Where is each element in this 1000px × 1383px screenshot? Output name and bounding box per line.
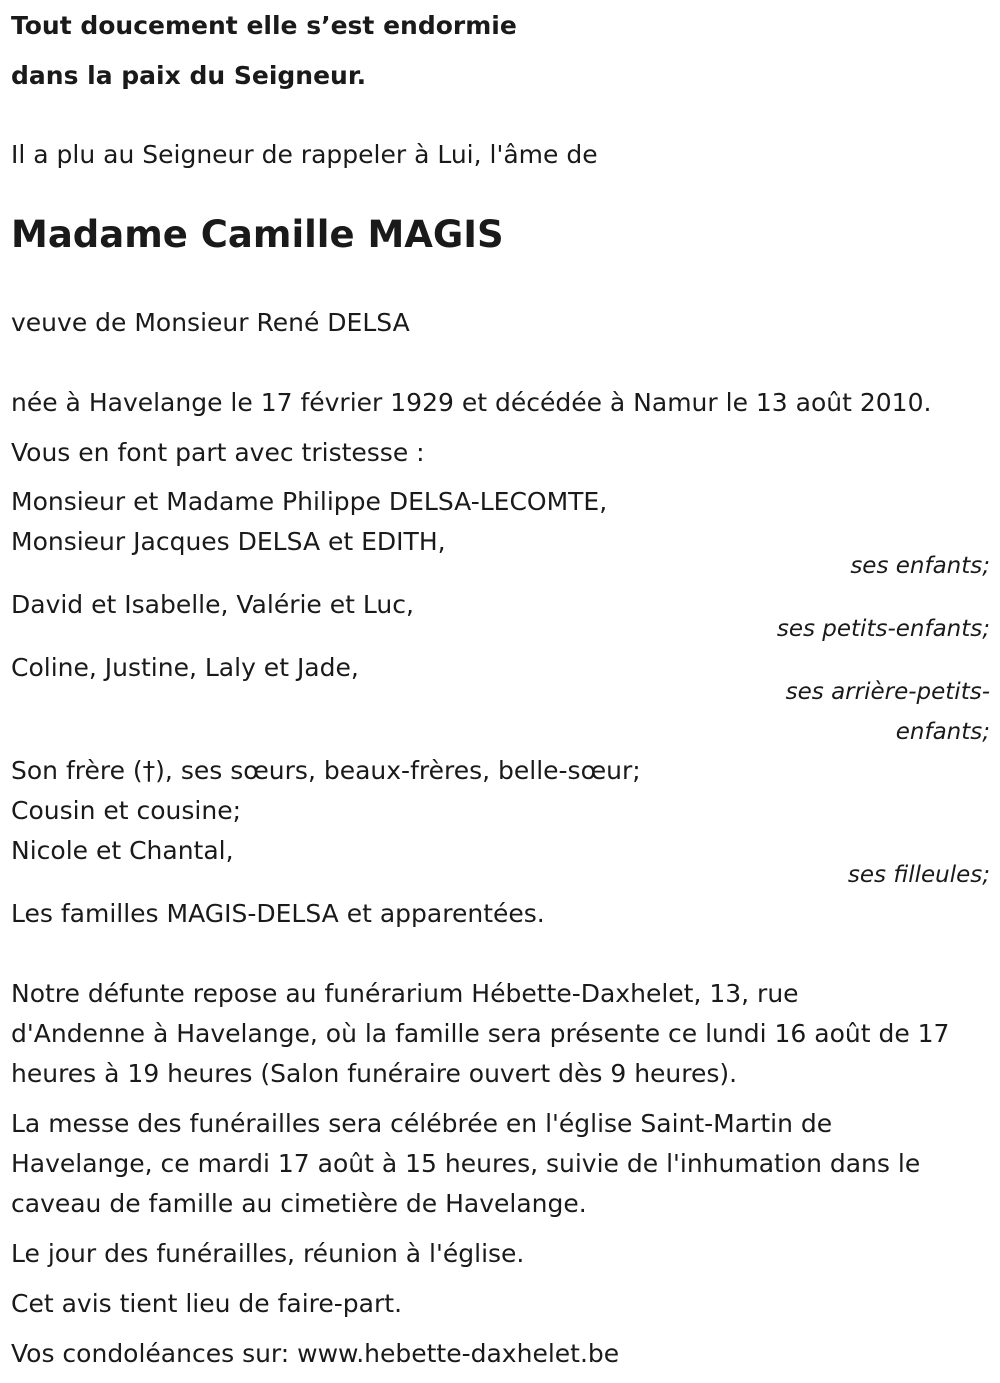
children-label: ses enfants; bbox=[850, 553, 990, 579]
meeting-text: Le jour des funérailles, réunion à l'église. bbox=[11, 1239, 525, 1268]
mass-line-3: caveau de famille au cimetière de Havelange. bbox=[11, 1189, 587, 1218]
repose-line-2: d'Andenne à Havelange, où la famille sera présente ce lundi 16 août de 17 bbox=[11, 1019, 950, 1048]
repose-line-3: heures à 19 heures (Salon funéraire ouvert dès 9 heures). bbox=[11, 1059, 738, 1088]
goddaughters-label: ses filleules; bbox=[847, 862, 990, 888]
grandchildren-text: David et Isabelle, Valérie et Luc, bbox=[11, 590, 414, 619]
siblings-text: Son frère (†), ses sœurs, beaux-frères, belle-sœur; bbox=[11, 756, 641, 785]
deceased-name: Madame Camille MAGIS bbox=[11, 213, 504, 256]
announcement-text: Il a plu au Seigneur de rappeler à Lui, l'âme de bbox=[11, 140, 598, 169]
repose-line-1: Notre défunte repose au funérarium Hébette-Daxhelet, 13, rue bbox=[11, 979, 799, 1008]
widow-of-text: veuve de Monsieur René DELSA bbox=[11, 308, 410, 337]
great-grandchildren-label-line-2: enfants; bbox=[895, 719, 990, 745]
goddaughters-text: Nicole et Chantal, bbox=[11, 836, 234, 865]
cousins-text: Cousin et cousine; bbox=[11, 796, 241, 825]
great-grandchildren-label-line-1: ses arrière-petits- bbox=[785, 679, 990, 705]
condolences-text: Vos condoléances sur: www.hebette-daxhelet.be bbox=[11, 1339, 620, 1368]
birth-death-text: née à Havelange le 17 février 1929 et décédée à Namur le 13 août 2010. bbox=[11, 388, 932, 417]
great-grandchildren-text: Coline, Justine, Laly et Jade, bbox=[11, 653, 359, 682]
mass-line-1: La messe des funérailles sera célébrée en l'église Saint-Martin de bbox=[11, 1109, 833, 1138]
children-line-2: Monsieur Jacques DELSA et EDITH, bbox=[11, 527, 446, 556]
intro-line-1: Tout doucement elle s’est endormie bbox=[11, 11, 517, 40]
families-text: Les familles MAGIS-DELSA et apparentées. bbox=[11, 899, 545, 928]
grandchildren-label: ses petits-enfants; bbox=[776, 616, 990, 642]
mass-line-2: Havelange, ce mardi 17 août à 15 heures, suivie de l'inhumation dans le bbox=[11, 1149, 921, 1178]
notice-text: Cet avis tient lieu de faire-part. bbox=[11, 1289, 403, 1318]
intro-line-2: dans la paix du Seigneur. bbox=[11, 61, 367, 90]
share-intro-text: Vous en font part avec tristesse : bbox=[11, 438, 425, 467]
children-line-1: Monsieur et Madame Philippe DELSA-LECOMTE, bbox=[11, 487, 608, 516]
